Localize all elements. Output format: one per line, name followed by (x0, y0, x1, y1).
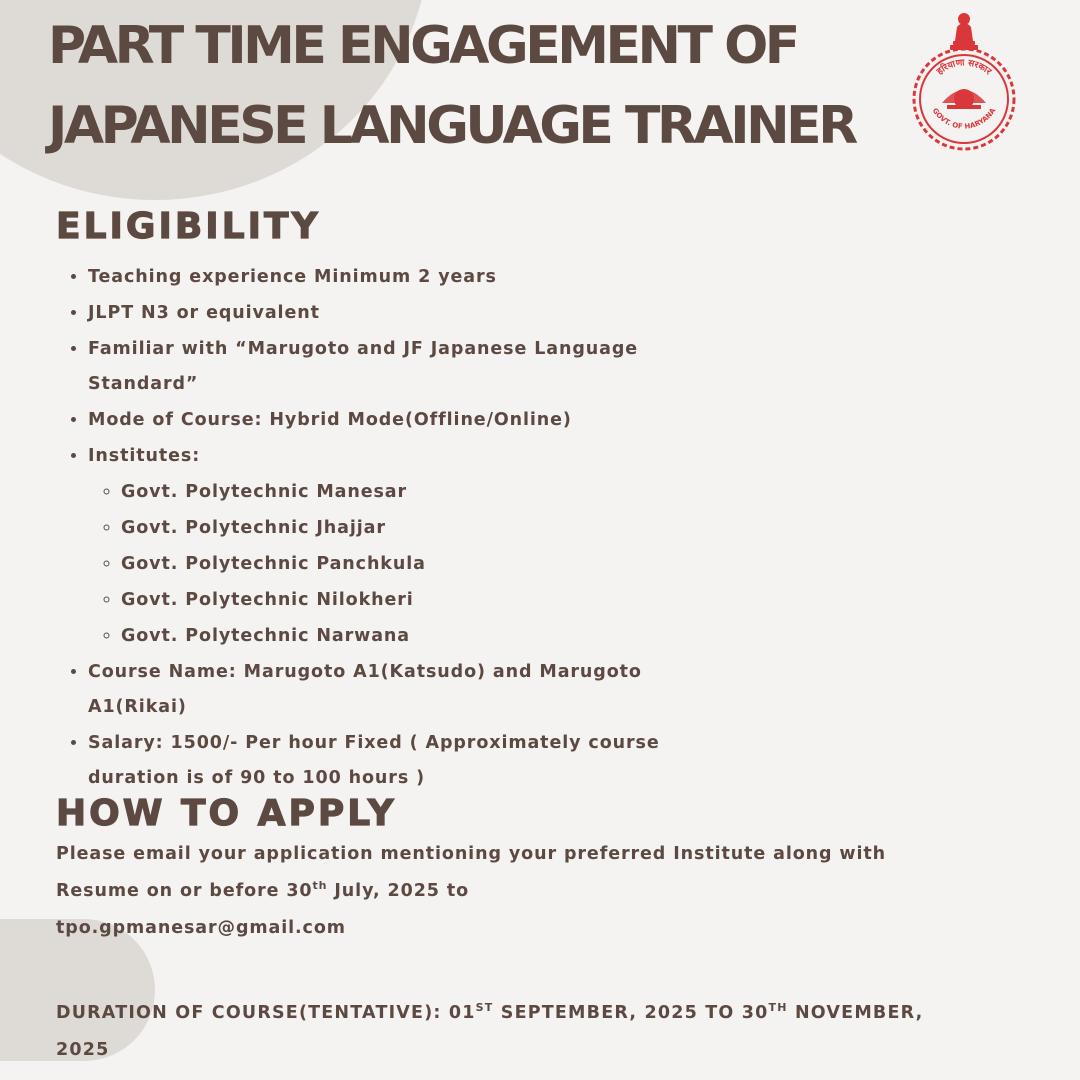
title-line-2: JAPANESE LANGUAGE TRAINER (48, 96, 855, 156)
institute-item: ◦ Govt. Polytechnic Narwana (121, 618, 768, 654)
eligibility-heading: ELIGIBILITY (56, 206, 321, 247)
email-address: tpo.gpmanesar@gmail.com (56, 918, 346, 938)
list-item-salary: • Salary: 1500/- Per hour Fixed ( Approximately course duration is of 90 to 100 hours ) (88, 725, 713, 796)
list-item-course-name: • Course Name: Marugoto A1(Katsudo) and Marugoto A1(Rikai) (88, 654, 688, 725)
institute-item: ◦ Govt. Polytechnic Manesar (121, 474, 768, 510)
institute-item: ◦ Govt. Polytechnic Nilokheri (121, 582, 768, 618)
duration-part-3: NOVEMBER, 2025 (56, 1003, 924, 1060)
title-line-1: PART TIME ENGAGEMENT OF (48, 16, 797, 76)
course-duration (56, 995, 936, 1069)
emblem-text-top: हरियाणा सरकार (935, 58, 993, 78)
apply-instructions (56, 836, 916, 947)
duration-sup-1: ST (475, 1001, 494, 1014)
apply-text-sup: th (312, 879, 328, 892)
page-title (48, 6, 855, 166)
apply-text-before: Please email your application mentioning your preferred Institute along with Resume on or before 30 (56, 844, 887, 901)
list-item: • JLPT N3 or equivalent (88, 295, 768, 331)
institutes-list (88, 474, 768, 654)
haryana-emblem-icon (907, 7, 1021, 151)
duration-part-1: DURATION OF COURSE(TENTATIVE): 01 (56, 1003, 476, 1023)
apply-text-after: July, 2025 to (327, 881, 470, 901)
institute-item: ◦ Govt. Polytechnic Jhajjar (121, 510, 768, 546)
how-to-apply-heading: HOW TO APPLY (56, 793, 397, 834)
list-item: • Mode of Course: Hybrid Mode(Offline/Online) (88, 402, 768, 438)
list-item: • Familiar with “Marugoto and JF Japanese Language Standard” (88, 331, 688, 402)
eligibility-list (56, 259, 768, 796)
list-item: • Teaching experience Minimum 2 years (88, 259, 768, 295)
list-item-institutes (88, 438, 768, 654)
emblem-text-bottom: GOVT. OF HARYANA (930, 106, 998, 131)
duration-part-2: SEPTEMBER, 2025 TO 30 (493, 1003, 769, 1023)
duration-sup-2: TH (768, 1001, 788, 1014)
institute-item: ◦ Govt. Polytechnic Panchkula (121, 546, 768, 582)
institutes-label: Institutes: (88, 446, 201, 466)
